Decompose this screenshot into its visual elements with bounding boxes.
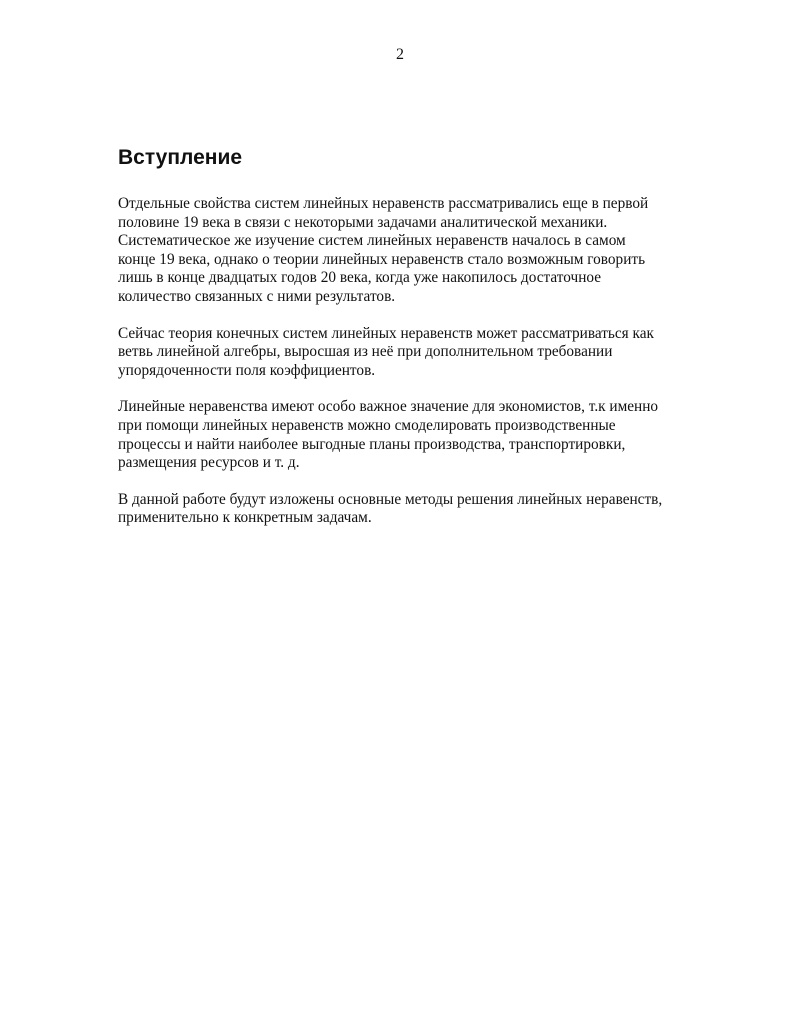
text-line: Линейные неравенства имеют особо важное значение для экономистов, т.к именно bbox=[118, 398, 659, 416]
text-line: при помощи линейных неравенств можно смоделировать производственные bbox=[118, 416, 616, 434]
paragraph-2 bbox=[118, 325, 690, 381]
text-line: размещения ресурсов и т. д. bbox=[118, 454, 300, 472]
page-content bbox=[118, 145, 690, 546]
paragraph-1 bbox=[118, 195, 690, 307]
section-heading: Вступление bbox=[118, 146, 243, 169]
text-line: количество связанных с ними результатов. bbox=[118, 287, 396, 305]
text-line: Систематическое же изучение систем линейных неравенств началось в самом bbox=[118, 232, 626, 250]
text-line: процессы и найти наиболее выгодные планы производства, транспортировки, bbox=[118, 435, 626, 453]
text-line: Сейчас теория конечных систем линейных неравенств может рассматриваться как bbox=[118, 324, 654, 342]
page-number: 2 bbox=[396, 46, 404, 63]
text-line: конце 19 века, однако о теории линейных неравенств стало возможным говорить bbox=[118, 250, 646, 268]
text-line: половине 19 века в связи с некоторыми задачами аналитической механики. bbox=[118, 213, 608, 231]
text-line: применительно к конкретным задачам. bbox=[118, 509, 372, 527]
text-line: упорядоченности поля коэффициентов. bbox=[118, 361, 376, 379]
text-line: ветвь линейной алгебры, выросшая из неё при дополнительном требовании bbox=[118, 343, 613, 361]
paragraph-3 bbox=[118, 398, 690, 472]
paragraph-4 bbox=[118, 491, 690, 528]
text-line: Отдельные свойства систем линейных неравенств рассматривались еще в первой bbox=[118, 195, 649, 212]
text-line: лишь в конце двадцатых годов 20 века, когда уже накопилось достаточное bbox=[118, 269, 602, 287]
text-line: В данной работе будут изложены основные методы решения линейных неравенств, bbox=[118, 490, 663, 508]
